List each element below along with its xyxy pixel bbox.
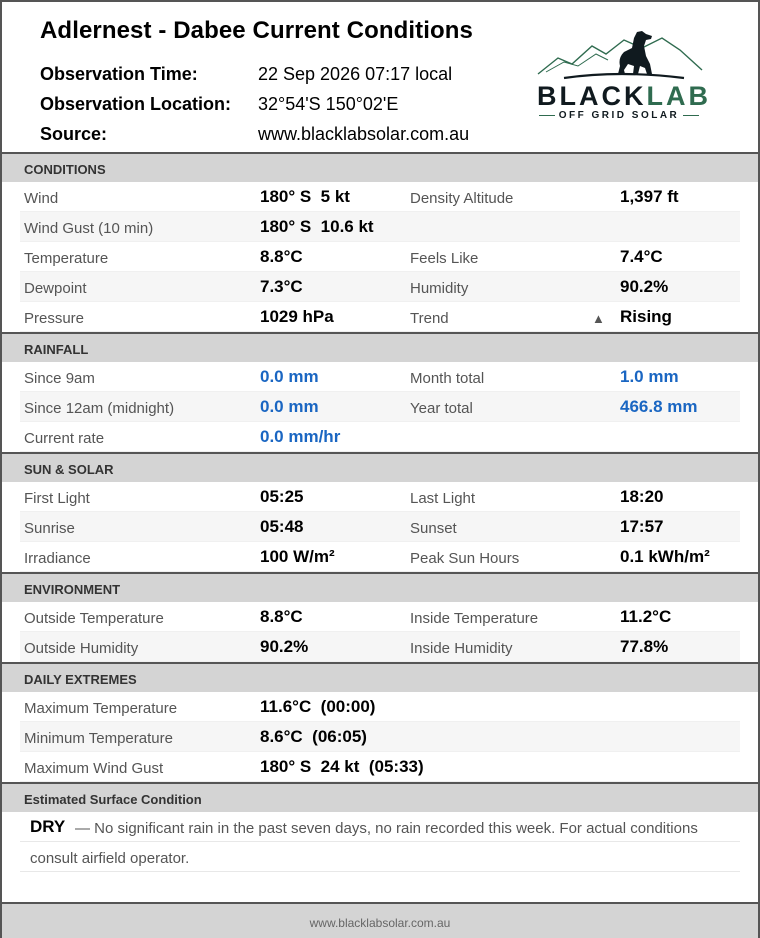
row-value: 05:48: [260, 517, 304, 536]
row-label: Maximum Wind Gust: [24, 760, 164, 777]
row-value: 8.8°C: [260, 247, 303, 266]
row-minimum-temperature: [20, 722, 740, 752]
row-label-2: Year total: [410, 400, 473, 417]
section-title-rainfall: RAINFALL: [24, 342, 89, 357]
row-label-2: Peak Sun Hours: [410, 550, 520, 567]
row-label: Irradiance: [24, 550, 91, 567]
logo-tagline: [534, 110, 704, 121]
section-daily-extremes: [2, 662, 758, 692]
row-label: Pressure: [24, 310, 85, 327]
row-label-2: Last Light: [410, 490, 476, 507]
footer: [2, 902, 758, 938]
row-label: Dewpoint: [24, 280, 87, 297]
section-title-sun-solar: SUN & SOLAR: [24, 462, 114, 477]
row-dewpoint: [20, 272, 740, 302]
row-value: 180° S 24 kt (05:33): [260, 757, 424, 776]
row-value-2: Rising: [620, 307, 672, 326]
blacklab-logo: [534, 26, 711, 126]
section-title-daily-extremes: DAILY EXTREMES: [24, 672, 137, 687]
row-value: 90.2%: [260, 637, 309, 656]
section-title-conditions: CONDITIONS: [24, 162, 106, 177]
row-label: Outside Temperature: [24, 610, 164, 627]
row-outside-humidity: [20, 632, 740, 662]
source-label: Source:: [40, 124, 108, 144]
section-surface-condition: [2, 782, 758, 812]
row-label-2: Feels Like: [410, 250, 479, 267]
row-label: Wind: [24, 190, 59, 207]
logo-tagline-text: OFF GRID SOLAR: [558, 110, 680, 121]
row-first-light: [20, 482, 740, 512]
row-wind-gust: [20, 212, 740, 242]
logo-word-black: BLACK: [537, 81, 647, 111]
header: [2, 2, 758, 152]
row-pressure: [20, 302, 740, 332]
row-value-2: 77.8%: [620, 637, 669, 656]
row-value: 8.8°C: [260, 607, 303, 626]
observation-time-label: Observation Time:: [40, 64, 198, 84]
row-label: Sunrise: [24, 520, 75, 537]
observation-time-value: 22 Sep 2026 07:17 local: [258, 64, 453, 84]
row-value: 100 W/m²: [260, 547, 335, 566]
row-label: Since 9am: [24, 370, 95, 387]
surface-description-continued: consult airfield operator.: [30, 850, 190, 867]
row-value-2: 17:57: [620, 517, 664, 536]
row-value: 0.0 mm: [260, 397, 319, 416]
row-value-2: 1.0 mm: [620, 367, 679, 386]
row-irradiance: [20, 542, 740, 572]
dog-on-mountain-icon: [534, 26, 706, 82]
row-value: 0.0 mm/hr: [260, 427, 341, 446]
row-label: Temperature: [24, 250, 109, 267]
row-current-rate: [20, 422, 740, 452]
surface-line-1: [20, 812, 740, 842]
row-temperature: [20, 242, 740, 272]
row-label-2: Trend: [410, 310, 449, 327]
surface-status: DRY: [30, 817, 66, 836]
row-value: 7.3°C: [260, 277, 303, 296]
row-value-2: 0.1 kWh/m²: [620, 547, 710, 566]
section-title-surface-condition: Estimated Surface Condition: [24, 792, 202, 807]
row-value: 8.6°C (06:05): [260, 727, 367, 746]
row-sunrise: [20, 512, 740, 542]
row-value-2: 7.4°C: [620, 247, 663, 266]
row-label-2: Humidity: [410, 280, 469, 297]
row-value-2: 18:20: [620, 487, 664, 506]
row-label-2: Inside Temperature: [410, 610, 539, 627]
row-label-2: Density Altitude: [410, 190, 514, 207]
row-label-2: Inside Humidity: [410, 640, 513, 657]
row-maximum-temperature: [20, 692, 740, 722]
row-maximum-wind-gust: [20, 752, 740, 782]
row-value: 05:25: [260, 487, 304, 506]
row-label: Wind Gust (10 min): [24, 220, 154, 237]
row-label-2: Sunset: [410, 520, 457, 537]
footer-text: www.blacklabsolar.com.au: [309, 916, 451, 930]
row-value-2: 90.2%: [620, 277, 669, 296]
row-label: First Light: [24, 490, 90, 507]
row-label: Minimum Temperature: [24, 730, 173, 747]
row-value: 180° S 10.6 kt: [260, 217, 374, 236]
surface-line-2: [20, 842, 740, 872]
row-value: 0.0 mm: [260, 367, 319, 386]
section-environment: [2, 572, 758, 602]
trend-up-icon: ▲: [592, 311, 605, 326]
row-outside-temperature: [20, 602, 740, 632]
section-rainfall: [2, 332, 758, 362]
row-since-9am: [20, 362, 740, 392]
surface-description: — No significant rain in the past seven days, no rain recorded this week. For actual conditions: [75, 820, 698, 837]
row-since-midnight: [20, 392, 740, 422]
row-label-2: Month total: [410, 370, 485, 387]
source-value: www.blacklabsolar.com.au: [258, 124, 470, 144]
row-label: Current rate: [24, 430, 105, 447]
row-wind: [20, 182, 740, 212]
section-title-environment: ENVIRONMENT: [24, 582, 121, 597]
section-sun-solar: [2, 452, 758, 482]
logo-word-lab: LAB: [646, 81, 711, 111]
row-value: 1029 hPa: [260, 307, 334, 326]
row-label: Outside Humidity: [24, 640, 139, 657]
observation-location-value: 32°54'S 150°02'E: [258, 94, 399, 114]
row-label: Since 12am (midnight): [24, 400, 175, 417]
row-value-2: 11.2°C: [620, 607, 672, 626]
row-value-2: 1,397 ft: [620, 187, 679, 206]
row-value-2: 466.8 mm: [620, 397, 698, 416]
page-title: Adlernest - Dabee Current Conditions: [40, 17, 473, 44]
logo-wordmark: [537, 81, 711, 112]
row-value: 180° S 5 kt: [260, 187, 350, 206]
row-label: Maximum Temperature: [24, 700, 178, 717]
section-conditions: [2, 152, 758, 182]
row-value: 11.6°C (00:00): [260, 697, 376, 716]
observation-location-label: Observation Location:: [40, 94, 232, 114]
